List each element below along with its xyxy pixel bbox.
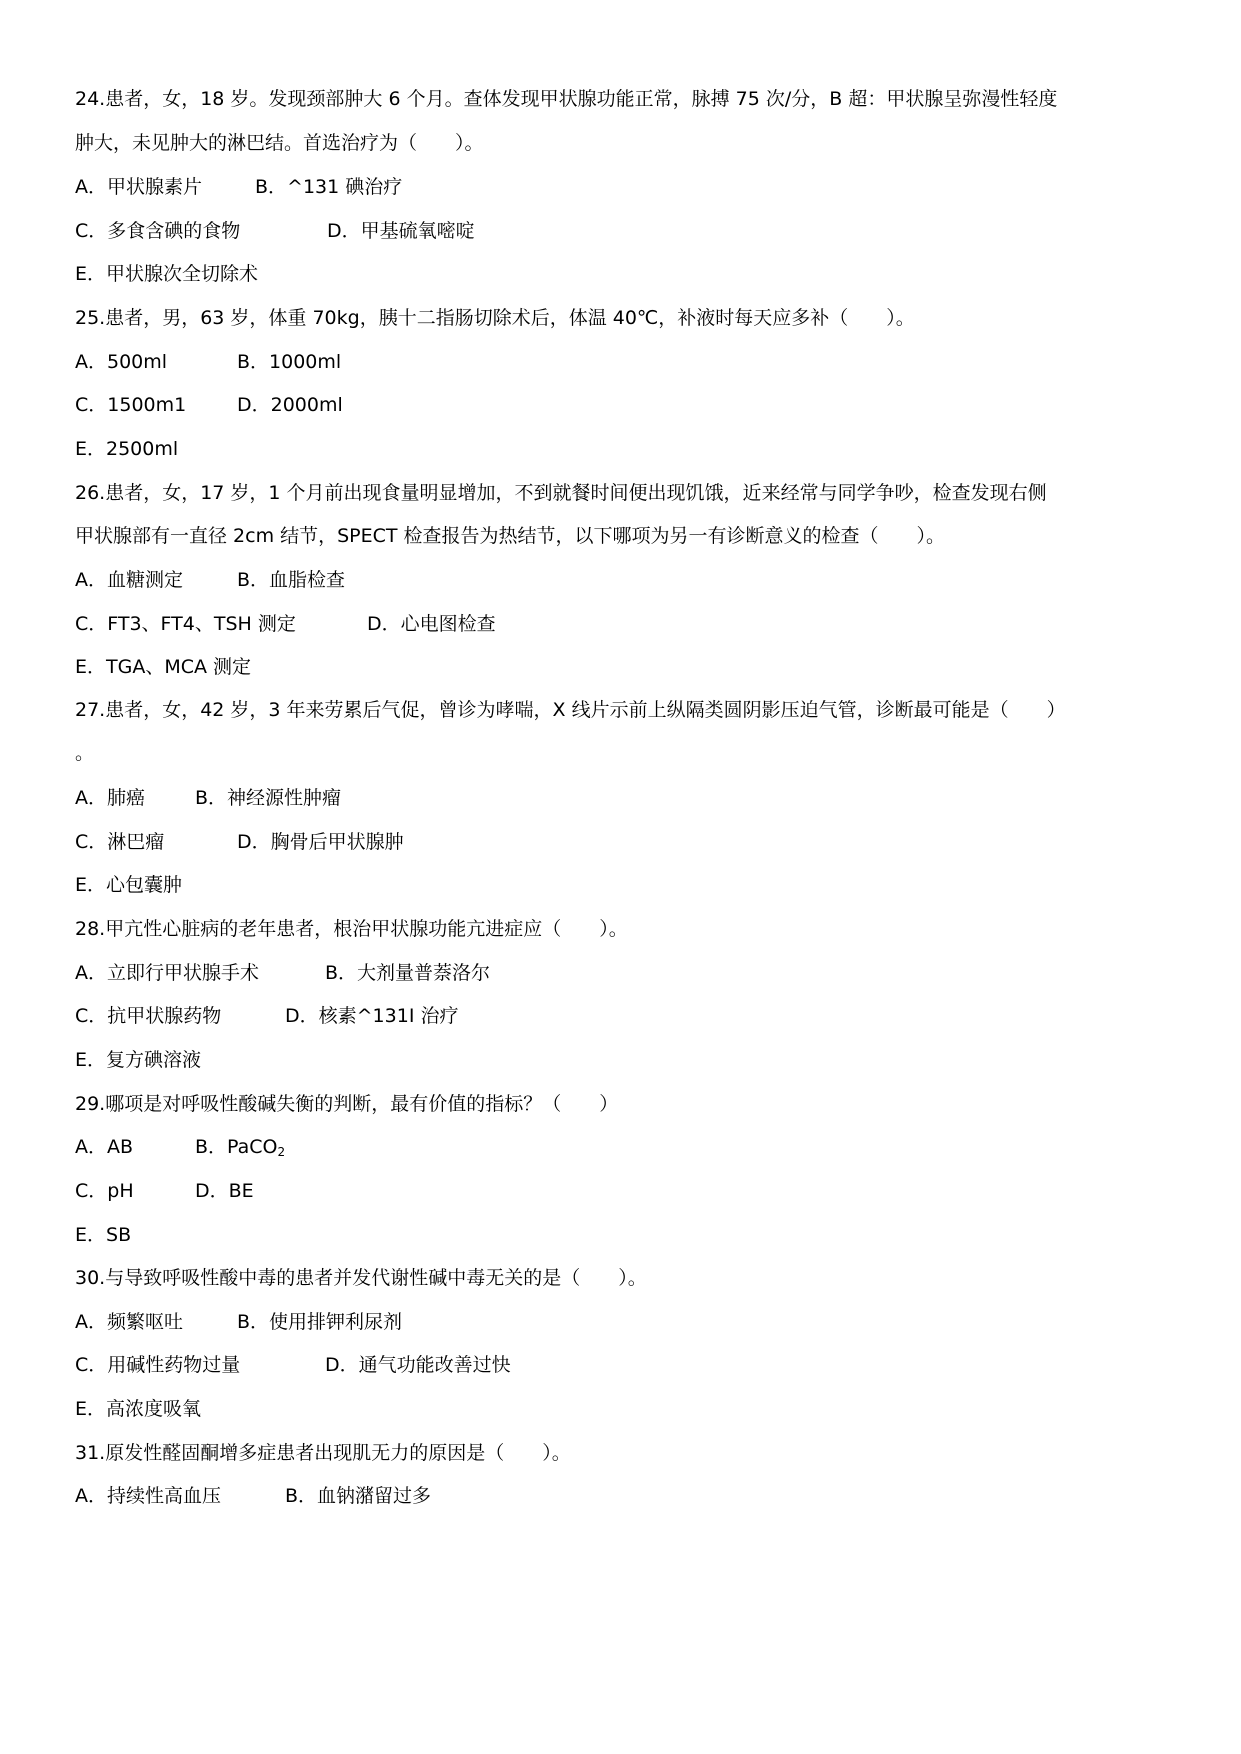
- q27-options-cd: [75, 829, 1175, 855]
- q24-options-ab: [75, 174, 1175, 200]
- q30-option-d: D．通气功能改善过快: [325, 1354, 511, 1376]
- q28-option-d: D．核素^131I 治疗: [285, 1005, 459, 1027]
- q26-options-cd: [75, 611, 1175, 637]
- q26-option-a: A．血糖测定: [75, 569, 183, 591]
- q28-option-e: E．复方碘溶液: [75, 1049, 202, 1071]
- q24-option-a: A．甲状腺素片: [75, 176, 202, 198]
- q24-option-c: C．多食含碘的食物: [75, 220, 241, 242]
- q30-options-cd: [75, 1352, 1175, 1378]
- q30-option-c: C．用碱性药物过量: [75, 1354, 241, 1376]
- q25-option-c: C．1500m1: [75, 394, 187, 416]
- q26-stem-line2: 甲状腺部有一直径 2cm 结节，SPECT 检查报告为热结节，以下哪项为另一有诊断意义的检查（ ）。: [75, 525, 946, 547]
- q27-option-b: B．神经源性肿瘤: [195, 787, 342, 809]
- q26-option-b: B．血脂检查: [237, 569, 346, 591]
- q24-option-e: E．甲状腺次全切除术: [75, 263, 259, 285]
- q29-option-b-text: B．PaCO: [195, 1136, 278, 1158]
- q30-option-b: B．使用排钾利尿剂: [237, 1311, 403, 1333]
- q28-option-b: B．大剂量普萘洛尔: [325, 962, 491, 984]
- q29-option-c: C．pH: [75, 1180, 134, 1202]
- q29-option-b: [195, 1134, 285, 1160]
- q29-options-cd: [75, 1178, 1175, 1204]
- q31-stem-line1: 31.原发性醛固酮增多症患者出现肌无力的原因是（ ）。: [75, 1442, 571, 1464]
- q24-option-d: D．甲基硫氧嘧啶: [327, 220, 475, 242]
- q25-option-a: A．500ml: [75, 351, 168, 373]
- q25-option-b: B．1000ml: [237, 351, 342, 373]
- q31-option-b: B．血钠潴留过多: [285, 1485, 432, 1507]
- q29-option-a: A．AB: [75, 1136, 134, 1158]
- q28-option-a: A．立即行甲状腺手术: [75, 962, 259, 984]
- q30-options-ab: [75, 1309, 1175, 1335]
- q27-stem-line1: 27.患者，女，42 岁，3 年来劳累后气促，曾诊为哮喘，X 线片示前上纵隔类圆阴影压迫气管，诊断最可能是（ ）: [75, 699, 1066, 721]
- q28-option-c: C．抗甲状腺药物: [75, 1005, 222, 1027]
- q25-options-cd: [75, 392, 1175, 418]
- q25-option-e: E．2500ml: [75, 438, 179, 460]
- q28-options-cd: [75, 1003, 1175, 1029]
- q25-stem-line1: 25.患者，男，63 岁，体重 70kg，胰十二指肠切除术后，体温 40℃，补液时每天应多补（ ）。: [75, 307, 915, 329]
- q27-option-c: C．淋巴瘤: [75, 831, 165, 853]
- q27-option-d: D．胸骨后甲状腺肿: [237, 831, 404, 853]
- q26-option-d: D．心电图检查: [367, 613, 496, 635]
- q27-option-e: E．心包囊肿: [75, 874, 183, 896]
- q31-option-a: A．持续性高血压: [75, 1485, 221, 1507]
- q28-stem-line1: 28.甲亢性心脏病的老年患者，根治甲状腺功能亢进症应（ ）。: [75, 918, 628, 940]
- q27-stem-line2: 。: [75, 742, 95, 764]
- q29-option-e: E．SB: [75, 1224, 132, 1246]
- q24-option-b: B．^131 碘治疗: [255, 176, 403, 198]
- q27-option-a: A．肺癌: [75, 787, 145, 809]
- q26-options-ab: [75, 567, 1175, 593]
- q29-option-d: D．BE: [195, 1180, 254, 1202]
- q24-stem-line2: 肿大，未见肿大的淋巴结。首选治疗为（ ）。: [75, 132, 484, 154]
- q27-options-ab: [75, 785, 1175, 811]
- q28-options-ab: [75, 960, 1175, 986]
- q25-option-d: D．2000ml: [237, 394, 343, 416]
- q30-stem-line1: 30.与导致呼吸性酸中毒的患者并发代谢性碱中毒无关的是（ ）。: [75, 1267, 647, 1289]
- q29-stem-line1: 29.哪项是对呼吸性酸碱失衡的判断，最有价值的指标？（ ）: [75, 1093, 619, 1115]
- q30-option-a: A．频繁呕吐: [75, 1311, 183, 1333]
- q26-stem-line1: 26.患者，女，17 岁，1 个月前出现食量明显增加，不到就餐时间便出现饥饿，近来经常与同学争吵，检查发现右侧: [75, 482, 1047, 504]
- q29-option-b-subscript: 2: [277, 1145, 286, 1159]
- q26-option-e: E．TGA、MCA 测定: [75, 656, 252, 678]
- q29-options-ab: [75, 1134, 1175, 1160]
- q31-options-ab: [75, 1483, 1175, 1509]
- q30-option-e: E．高浓度吸氧: [75, 1398, 202, 1420]
- q25-options-ab: [75, 349, 1175, 375]
- q24-options-cd: [75, 218, 1175, 244]
- q24-stem-line1: 24.患者，女，18 岁。发现颈部肿大 6 个月。查体发现甲状腺功能正常，脉搏 75 次/分，B 超：甲状腺呈弥漫性轻度: [75, 88, 1058, 110]
- q26-option-c: C．FT3、FT4、TSH 测定: [75, 613, 296, 635]
